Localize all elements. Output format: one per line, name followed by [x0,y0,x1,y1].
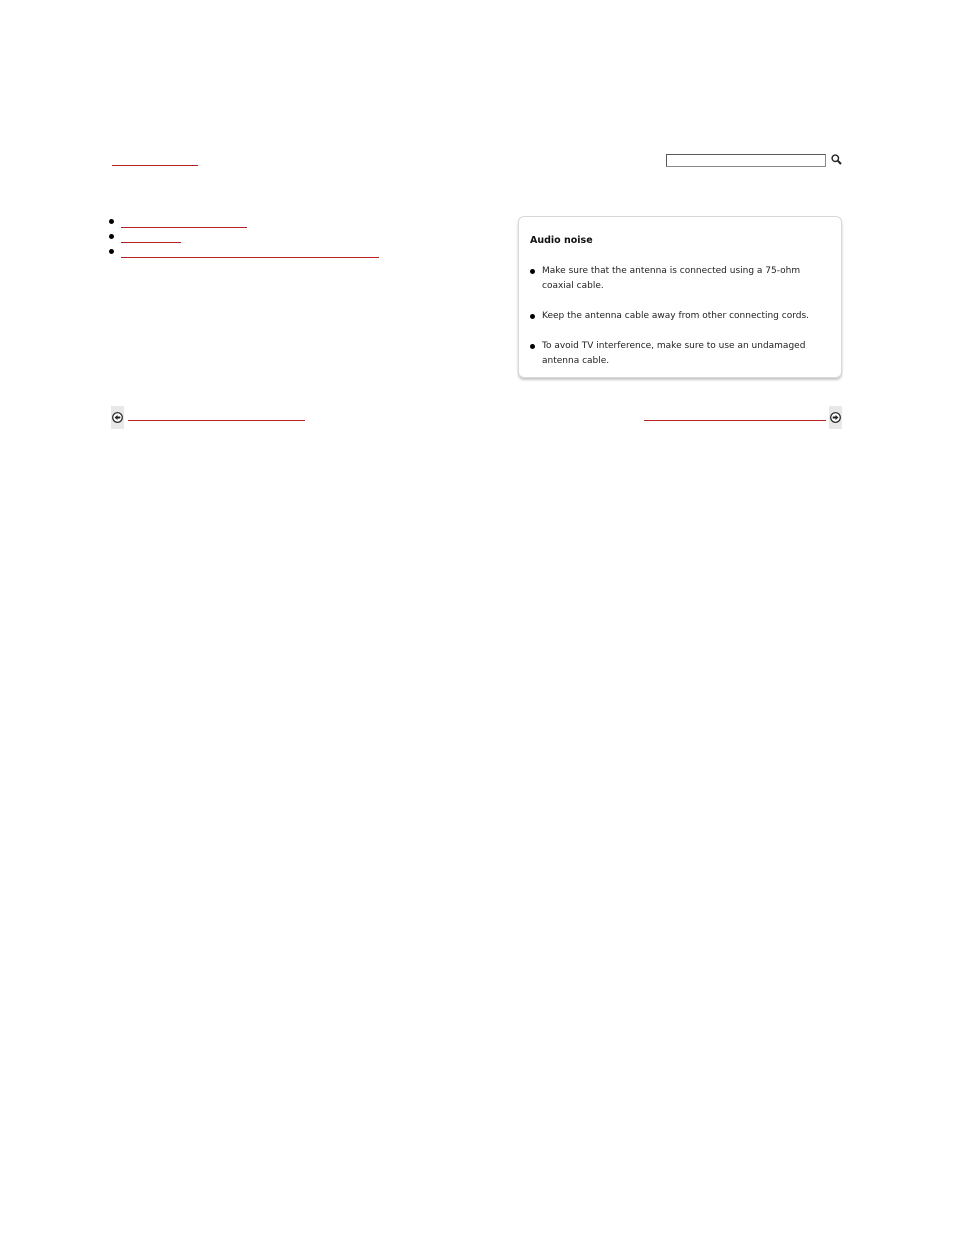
list-item [530,339,830,369]
list-item [530,264,830,294]
related-links [106,215,379,260]
bullet-icon [109,249,114,254]
related-link-2[interactable] [121,230,181,243]
bullet-icon [109,219,114,224]
top-link[interactable] [112,152,198,166]
arrow-left-circle-icon [112,412,123,423]
panel-title: Audio noise [530,235,593,246]
list-item [106,215,379,230]
arrow-right-circle-icon [830,412,841,423]
related-link-1[interactable] [121,215,247,228]
bullet-icon [530,269,535,274]
bullet-icon [530,314,535,319]
list-item-text: Make sure that the antenna is connected using a 75-ohm coaxial cable. [542,266,801,291]
search-icon [831,154,842,165]
next-page-link[interactable] [644,408,826,421]
list-item [106,230,379,245]
related-link-3[interactable] [121,245,379,258]
list-item-text: Keep the antenna cable away from other connecting cords. [542,311,810,321]
audio-noise-panel [518,216,842,378]
panel-list [530,264,830,384]
bullet-icon [109,234,114,239]
list-item [106,245,379,260]
prev-page-link[interactable] [128,408,305,421]
bullet-icon [530,344,535,349]
list-item-text: To avoid TV interference, make sure to use an undamaged antenna cable. [542,341,806,366]
search-input[interactable] [666,154,826,167]
prev-page-button[interactable] [111,406,124,429]
list-item [530,309,830,324]
next-page-button[interactable] [829,406,842,429]
search-button[interactable] [829,152,843,167]
